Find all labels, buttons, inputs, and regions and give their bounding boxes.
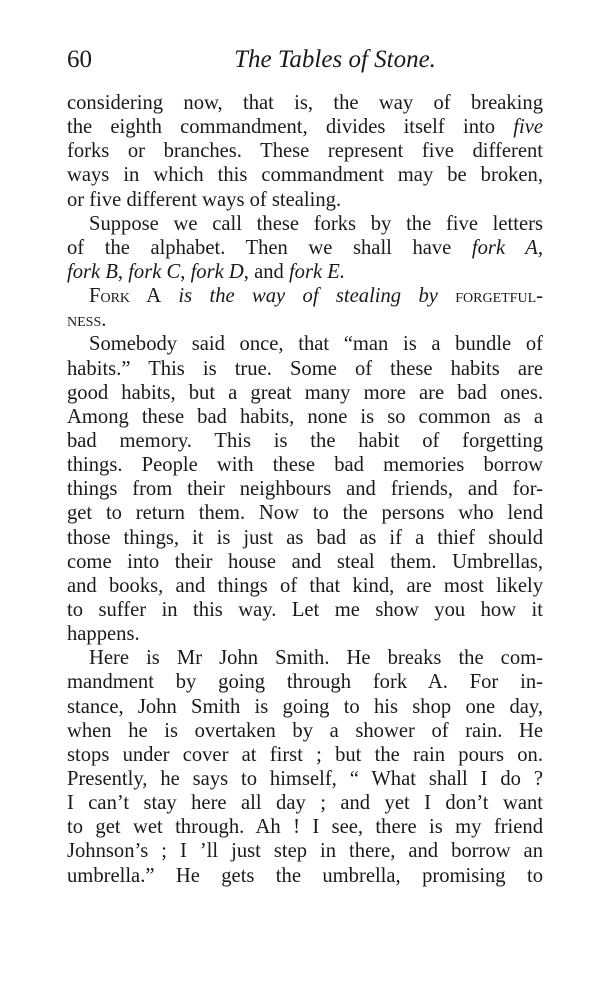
- text-line: happens.: [67, 623, 140, 646]
- small-caps-text: Fork A: [89, 285, 162, 308]
- italic-text: fork B: [67, 260, 118, 283]
- text-line: when he is overtaken by a shower of rain. He: [67, 719, 543, 742]
- text-span: of the alphabet. Then we shall have: [67, 236, 472, 259]
- italic-text: fork C: [128, 260, 181, 283]
- text-line: I can’t stay here all day ; and yet I don’t want: [67, 792, 543, 815]
- running-title: The Tables of Stone.: [234, 46, 436, 73]
- italic-text: fork E.: [288, 260, 346, 283]
- text-line: Suppose we call these forks by the five letters: [89, 212, 543, 235]
- italic-text: five: [513, 116, 543, 139]
- small-caps-text: forgetful-: [455, 285, 543, 308]
- text-span: , and: [243, 260, 289, 283]
- text-line: Here is Mr John Smith. He breaks the com-: [89, 647, 543, 670]
- text-span: the eighth commandment, divides itself into: [67, 116, 514, 139]
- text-line: good habits, but a great many more are bad ones.: [67, 381, 543, 404]
- text-line: [67, 236, 543, 260]
- text-line: [67, 260, 543, 284]
- italic-text: fork A,: [471, 236, 543, 259]
- text-line: umbrella.” He gets the umbrella, promising to: [67, 864, 543, 887]
- text-line: Presently, he says to himself, “ What shall I do ?: [67, 767, 543, 790]
- text-line: or five different ways of stealing.: [67, 188, 342, 211]
- text-span: ,: [180, 260, 191, 283]
- text-span: ,: [117, 260, 129, 283]
- text-line: get to return them. Now to the persons who lend: [67, 502, 543, 525]
- text-line: considering now, that is, the way of breaking: [67, 92, 543, 114]
- text-line: Johnson’s ; I ’ll just step in there, and borrow an: [67, 840, 543, 863]
- text-line: [67, 115, 543, 139]
- text-line: to get wet through. Ah ! I see, there is my friend: [67, 816, 543, 839]
- text-line: habits.” This is true. Some of these habits are: [67, 357, 543, 380]
- italic-text: fork D: [190, 260, 244, 283]
- italic-text: is the way of stealing by: [161, 285, 456, 308]
- text-line: things from their neighbours and friends, and for-: [67, 478, 543, 501]
- text-line: and books, and things of that kind, are most likely: [67, 574, 543, 597]
- text-line: Among these bad habits, none is so common as a: [67, 405, 543, 428]
- text-line: Somebody said once, that “man is a bundle of: [89, 333, 543, 356]
- text-line: come into their house and steal them. Umbrellas,: [67, 550, 543, 573]
- text-line: stance, John Smith is going to his shop one day,: [67, 695, 543, 718]
- text-line: things. People with these bad memories borrow: [67, 454, 543, 477]
- page-number: 60: [67, 46, 92, 73]
- text-line: those things, it is just as bad as if a thief should: [67, 526, 543, 549]
- text-line: to suffer in this way. Let me show you how it: [67, 598, 543, 621]
- text-line: mandment by going through fork A. For in-: [67, 671, 543, 694]
- text-line: ways in which this commandment may be broken,: [67, 164, 543, 187]
- text-line: stops under cover at first ; but the rain pours on.: [67, 743, 543, 766]
- text-line: ness.: [67, 309, 107, 332]
- text-line: forks or branches. These represent five different: [67, 140, 543, 163]
- text-line: [67, 284, 543, 308]
- page-header: [67, 44, 543, 76]
- body-text: [67, 91, 543, 888]
- text-line: bad memory. This is the habit of forgetting: [67, 429, 543, 452]
